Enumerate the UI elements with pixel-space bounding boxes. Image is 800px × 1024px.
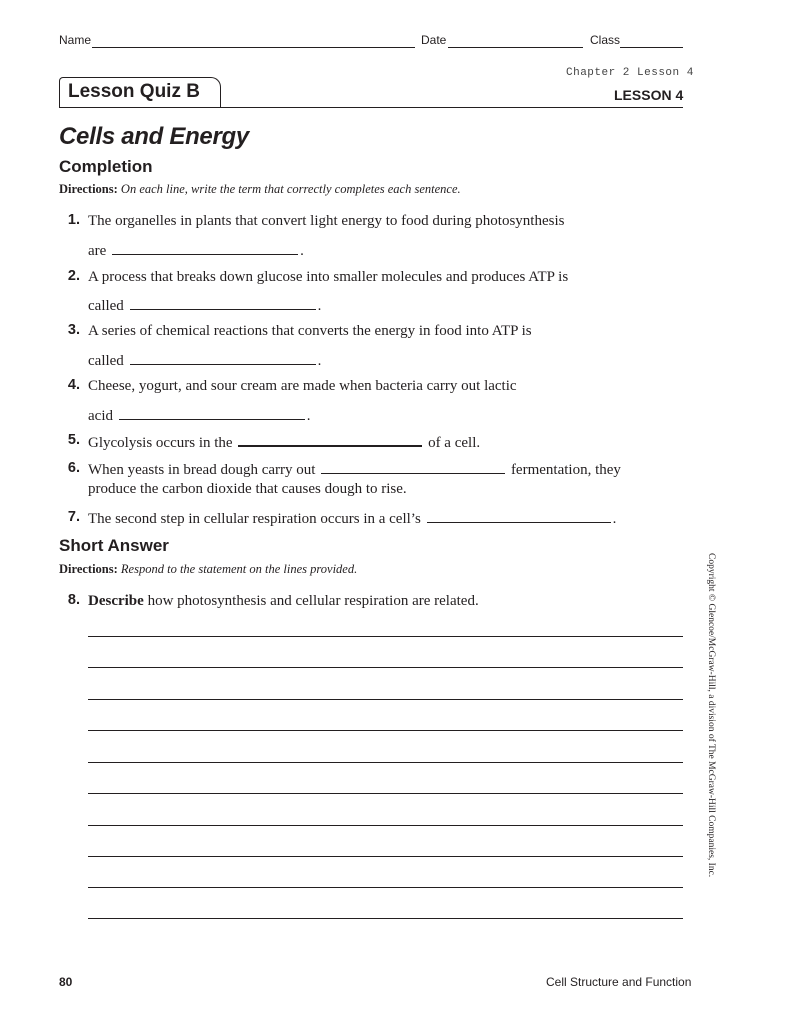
answer-line[interactable] [88, 667, 683, 668]
question-continuation: are . [88, 240, 304, 261]
completion-heading: Completion [59, 157, 153, 176]
answer-line[interactable] [88, 699, 683, 700]
name-label: Name [59, 33, 92, 47]
answer-line[interactable] [88, 793, 683, 794]
directions-label: Directions: [59, 562, 118, 576]
copyright-notice: Copyright © Glencoe/McGraw-Hill, a division of The McGraw-Hill Companies, Inc. [706, 553, 716, 878]
question-number: 2. [67, 268, 80, 284]
answer-line[interactable] [88, 887, 683, 888]
answer-blank[interactable] [130, 295, 316, 310]
question-text: The second step in cellular respiration occurs in a cell’s . [88, 508, 616, 529]
name-field[interactable] [92, 47, 415, 48]
question-text: Describe how photosynthesis and cellular respiration are related. [88, 593, 479, 609]
answer-line[interactable] [88, 730, 683, 731]
question-text: Glycolysis occurs in the of a cell. [88, 431, 480, 453]
answer-line[interactable] [88, 856, 683, 857]
directions-text: Respond to the statement on the lines provided. [120, 562, 358, 576]
answer-line[interactable] [88, 918, 683, 919]
answer-blank[interactable] [119, 405, 305, 420]
answer-line[interactable] [88, 636, 683, 637]
answer-blank[interactable] [427, 508, 611, 523]
question-number: 3. [67, 322, 80, 338]
short-answer-directions [59, 562, 357, 577]
lesson-quiz-label: Lesson Quiz B [68, 81, 200, 102]
question-verb: Describe [88, 593, 144, 609]
lesson-quiz-tab [59, 77, 221, 107]
short-answer-heading: Short Answer [59, 536, 169, 555]
question-text: A series of chemical reactions that converts the energy in food into ATP is [88, 323, 532, 339]
question-number: 6. [67, 460, 80, 476]
question-continuation: acid . [88, 405, 310, 426]
question-continuation: called . [88, 295, 321, 316]
completion-directions [59, 182, 461, 197]
class-field[interactable] [620, 47, 683, 48]
question-text: When yeasts in bread dough carry out fermentation, they [88, 459, 621, 480]
page-title: Cells and Energy [59, 123, 249, 150]
date-field[interactable] [448, 47, 583, 48]
directions-text: On each line, write the term that correctly completes each sentence. [120, 182, 461, 196]
class-label: Class [590, 33, 621, 47]
answer-blank[interactable] [130, 350, 316, 365]
chapter-reference: Chapter 2 Lesson 4 [566, 67, 694, 79]
question-text: The organelles in plants that convert light energy to food during photosynthesis [88, 213, 565, 229]
question-number: 8. [67, 592, 80, 608]
question-number: 5. [67, 432, 80, 448]
lesson-number: LESSON 4 [614, 87, 684, 103]
question-continuation: produce the carbon dioxide that causes dough to rise. [88, 481, 407, 497]
book-title: Cell Structure and Function [546, 975, 692, 989]
question-number: 1. [67, 212, 80, 228]
answer-blank[interactable] [112, 240, 298, 255]
question-text: A process that breaks down glucose into smaller molecules and produces ATP is [88, 269, 569, 285]
date-label: Date [421, 33, 447, 47]
header-rule [59, 107, 683, 108]
answer-blank[interactable] [238, 431, 422, 447]
question-text: Cheese, yogurt, and sour cream are made when bacteria carry out lactic [88, 378, 517, 394]
question-continuation: called . [88, 350, 321, 371]
answer-line[interactable] [88, 762, 683, 763]
directions-label: Directions: [59, 182, 118, 196]
answer-line[interactable] [88, 825, 683, 826]
question-number: 4. [67, 377, 80, 393]
answer-blank[interactable] [321, 459, 505, 474]
page-number: 80 [59, 975, 73, 989]
question-number: 7. [67, 509, 80, 525]
